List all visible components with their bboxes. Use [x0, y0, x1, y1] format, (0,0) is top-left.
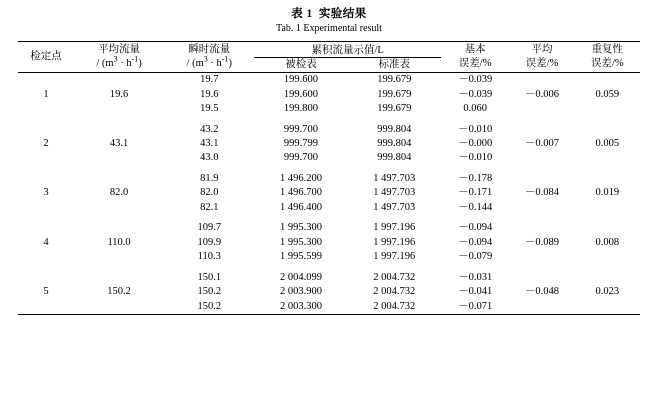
cell-standard-meter: 2 004.732: [373, 286, 416, 298]
cell-mean-error: －0.084: [524, 187, 560, 199]
cell-basic-error: －0.079: [458, 251, 493, 263]
cell-mean-error-empty: [509, 300, 574, 315]
cell-repeat-error-empty: [575, 172, 640, 186]
cell-meter-under-test: 1 496.200: [279, 172, 322, 184]
cell-standard-meter: 1 497.703: [373, 172, 416, 184]
cell-basic-error: 0.060: [463, 103, 487, 115]
cell-repeat-error-empty: [575, 250, 640, 264]
cell-basic-error: －0.039: [458, 74, 493, 86]
cell-basic-error: －0.171: [458, 187, 493, 199]
cell-standard-meter: 1 997.196: [373, 251, 416, 263]
cell-instant-flow: 150.2: [197, 300, 222, 312]
header-basic-error: [441, 42, 509, 73]
cell-basic-error: －0.031: [458, 271, 493, 283]
rule-bottom: [18, 315, 640, 316]
cell-instant-flow: 43.0: [200, 152, 219, 164]
cell-standard-meter: 999.804: [377, 152, 412, 164]
cell-repeat-error: 0.019: [595, 187, 620, 199]
cell-mean-error-empty: [509, 123, 574, 137]
cell-meter-under-test: 2 003.300: [279, 300, 322, 312]
table-row: [18, 123, 640, 137]
cell-instant-flow: 19.5: [200, 103, 219, 115]
cell-standard-meter: 199.679: [377, 88, 412, 100]
cell-basic-error: －0.094: [458, 222, 493, 234]
cell-standard-meter: 1 497.703: [373, 187, 416, 199]
caption-chinese: [18, 6, 640, 21]
cell-average-flow: 19.6: [109, 88, 129, 100]
header-point: 检定点: [30, 50, 62, 62]
cell-meter-under-test: 2 004.099: [279, 271, 322, 283]
header-mean-error: [509, 42, 574, 73]
table-row: [18, 73, 640, 87]
cell-standard-meter: 999.804: [377, 137, 412, 149]
cell-instant-flow: 19.7: [200, 74, 219, 86]
cell-meter-under-test: 999.700: [283, 152, 319, 164]
cell-point: 2: [43, 137, 49, 149]
cell-standard-meter: 199.679: [377, 74, 412, 86]
table-row: [18, 271, 640, 285]
cell-repeat-error-empty: [575, 221, 640, 235]
cell-instant-flow: 150.2: [197, 286, 222, 298]
cell-average-flow: 150.2: [107, 286, 131, 298]
cell-mean-error: －0.089: [524, 236, 560, 248]
cell-instant-flow: 43.1: [200, 137, 219, 149]
cell-mean-error-empty: [509, 102, 574, 116]
cell-standard-meter: 1 997.196: [373, 222, 416, 234]
cell-average-flow: 110.0: [107, 236, 131, 248]
cell-standard-meter: 1 497.703: [373, 201, 416, 213]
cell-mean-error-empty: [509, 201, 574, 215]
header-average-flow-line1: 平均流量: [98, 43, 141, 55]
caption-number: 表 1: [291, 8, 313, 20]
cell-standard-meter: 2 004.732: [373, 271, 416, 283]
table-foot: [18, 315, 640, 316]
cell-average-flow: 43.1: [109, 137, 129, 149]
cell-meter-under-test: 1 995.300: [279, 236, 322, 248]
caption-english: Tab. 1 Experimental result: [276, 23, 382, 35]
header-instant-flow: [164, 42, 254, 73]
experimental-result-table: [18, 41, 640, 315]
cell-standard-meter: 199.679: [377, 103, 412, 115]
cell-repeat-error-empty: [575, 123, 640, 137]
cell-point: 3: [43, 187, 49, 199]
cell-repeat-error: 0.008: [595, 236, 620, 248]
cell-instant-flow: 150.1: [197, 271, 222, 283]
cell-repeat-error-empty: [575, 151, 640, 165]
cell-mean-error-empty: [509, 151, 574, 165]
cell-meter-under-test: 999.700: [283, 123, 319, 135]
cell-basic-error: －0.178: [458, 172, 493, 184]
header-repeat-error: [575, 42, 640, 73]
cell-instant-flow: 82.0: [200, 187, 219, 199]
cell-mean-error-empty: [509, 172, 574, 186]
cell-repeat-error-empty: [575, 271, 640, 285]
table-row: [18, 221, 640, 235]
cell-repeat-error-empty: [575, 102, 640, 116]
cell-basic-error: －0.000: [458, 137, 493, 149]
cell-basic-error: －0.071: [458, 300, 493, 312]
cell-repeat-error: 0.023: [595, 286, 620, 298]
cell-meter-under-test: 1 496.700: [279, 187, 322, 199]
header-mean-error-line1: 平均: [531, 43, 553, 55]
cell-meter-under-test: 199.800: [283, 103, 319, 115]
header-cumulative-group: 累积流量示值/L: [254, 42, 441, 58]
cell-basic-error: －0.094: [458, 236, 493, 248]
cell-meter-under-test: 199.600: [283, 74, 319, 86]
header-average-flow-line2: / $(m^3 \cdot h^{-1})$: [96, 54, 142, 69]
cell-standard-meter: 2 004.732: [373, 300, 416, 312]
caption-title: 实验结果: [318, 6, 367, 20]
cell-point: 5: [43, 286, 49, 298]
cell-meter-under-test: 1 995.599: [279, 251, 322, 263]
table-head: [18, 41, 640, 73]
header-basic-error-line2: 误差/%: [458, 57, 492, 69]
table-caption: [18, 6, 640, 36]
header-basic-error-line1: 基本: [464, 43, 486, 55]
cell-mean-error: －0.006: [524, 88, 560, 100]
cell-mean-error: －0.048: [524, 286, 560, 298]
cell-repeat-error-empty: [575, 73, 640, 87]
cell-instant-flow: 81.9: [200, 172, 219, 184]
cell-meter-under-test: 199.600: [283, 88, 319, 100]
cell-basic-error: －0.144: [458, 201, 493, 213]
cell-mean-error-empty: [509, 221, 574, 235]
cell-instant-flow: 109.9: [197, 236, 222, 248]
cell-instant-flow: 43.2: [200, 123, 219, 135]
cell-standard-meter: 999.804: [377, 123, 412, 135]
cell-basic-error: －0.039: [458, 88, 493, 100]
header-average-flow: [74, 42, 164, 73]
cell-basic-error: －0.041: [458, 286, 493, 298]
header-repeat-error-line1: 重复性: [591, 43, 624, 55]
cell-meter-under-test: 2 003.900: [279, 286, 322, 298]
header-meter-under-test: 被检表: [285, 58, 317, 70]
header-mean-error-line2: 误差/%: [525, 57, 559, 69]
cell-meter-under-test: 1 995.300: [279, 222, 322, 234]
cell-average-flow: 82.0: [109, 187, 129, 199]
cell-repeat-error: 0.059: [595, 88, 620, 100]
cell-point: 4: [43, 236, 49, 248]
table-row: [18, 172, 640, 186]
cell-instant-flow: 110.3: [197, 251, 221, 263]
cell-repeat-error-empty: [575, 300, 640, 315]
cell-mean-error-empty: [509, 271, 574, 285]
cell-basic-error: －0.010: [458, 123, 493, 135]
cell-meter-under-test: 1 496.400: [279, 201, 322, 213]
cell-mean-error-empty: [509, 250, 574, 264]
header-standard-meter: 标准表: [378, 58, 411, 70]
cell-instant-flow: 19.6: [200, 88, 219, 100]
cell-instant-flow: 109.7: [197, 222, 222, 234]
cell-repeat-error-empty: [575, 201, 640, 215]
header-row-groups: [18, 42, 640, 58]
table-body: [18, 73, 640, 315]
cell-basic-error: －0.010: [458, 152, 493, 164]
cell-repeat-error: 0.005: [595, 137, 620, 149]
cell-meter-under-test: 999.799: [283, 137, 319, 149]
header-instant-flow-line1: 瞬时流量: [188, 43, 231, 55]
cell-mean-error-empty: [509, 73, 574, 87]
header-instant-flow-line2: / $(m^3 \cdot h^{-1})$: [186, 54, 232, 69]
cell-mean-error: －0.007: [524, 137, 560, 149]
cell-instant-flow: 82.1: [200, 201, 219, 213]
cell-point: 1: [43, 88, 49, 100]
header-repeat-error-line2: 误差/%: [590, 57, 624, 69]
cell-standard-meter: 1 997.196: [373, 236, 416, 248]
